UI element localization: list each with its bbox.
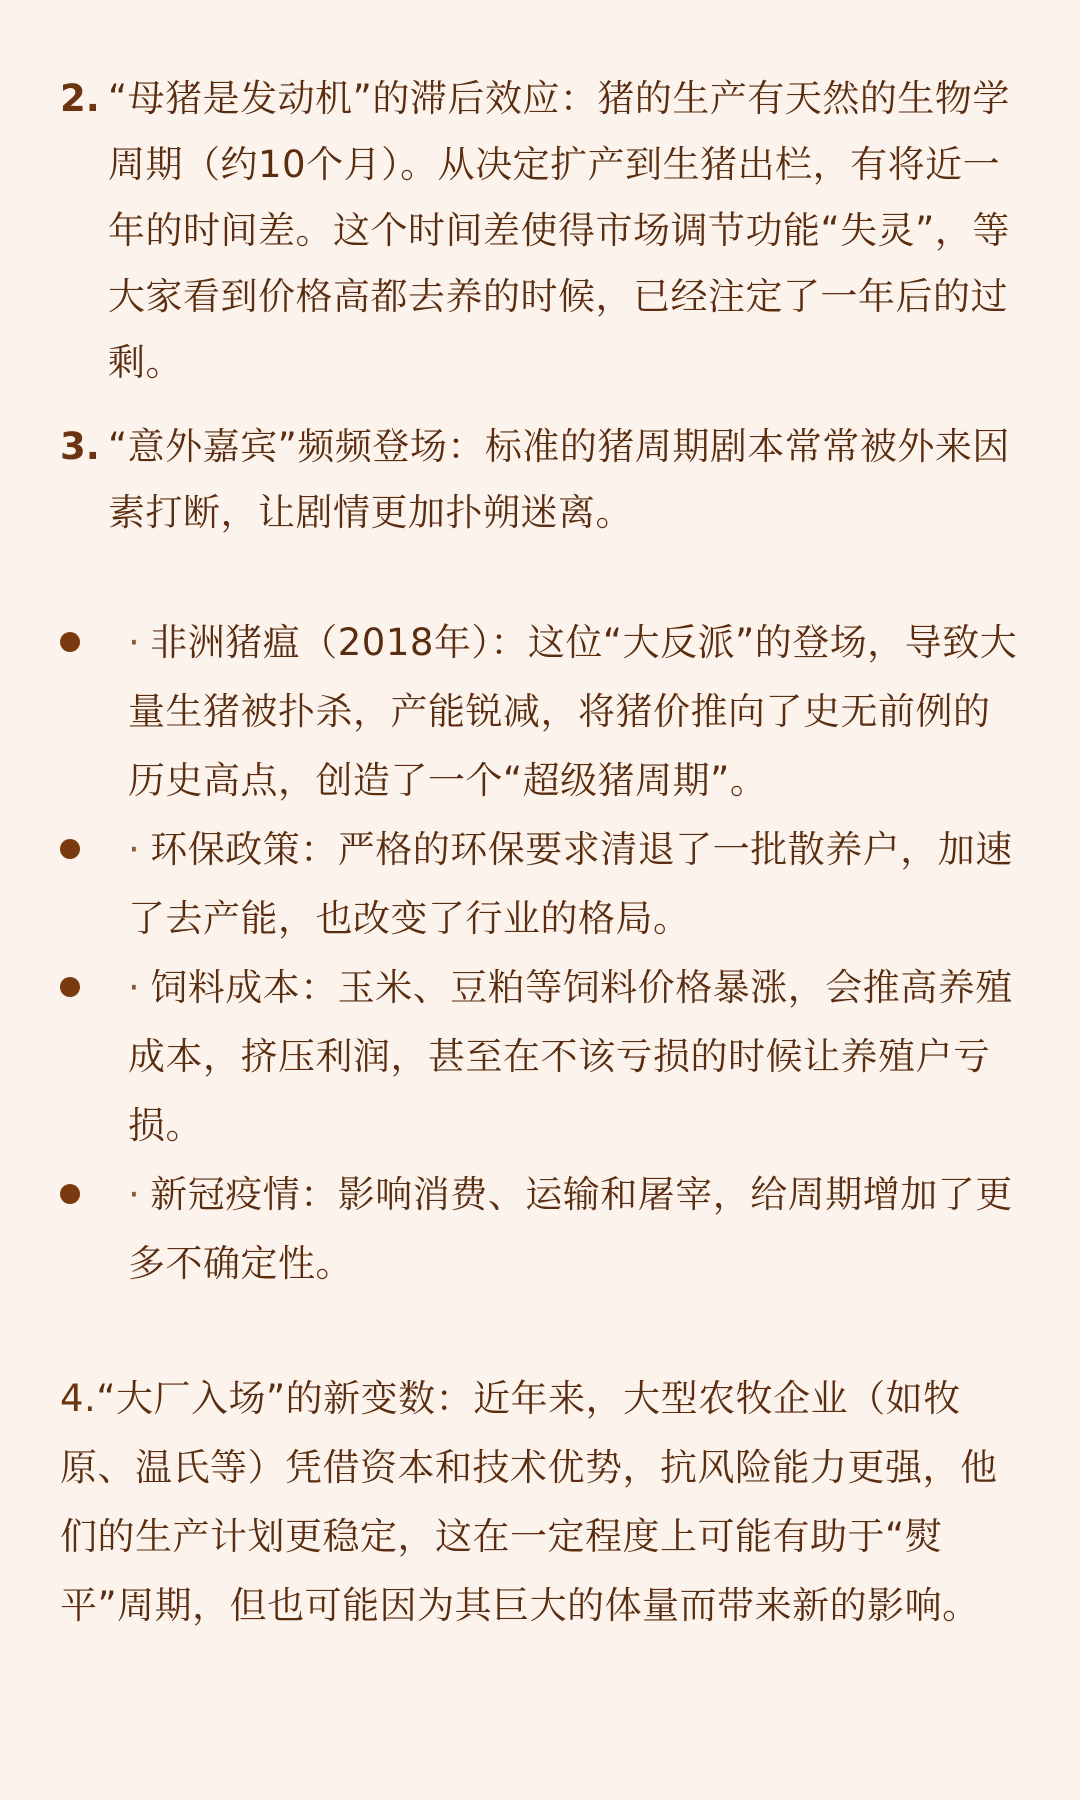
bullet-dot-icon [60, 815, 128, 953]
middle-dot: · [128, 1173, 141, 1216]
paragraph-text: “大厂入场”的新变数：近年来，大型农牧企业（如牧原、温氏等）凭借资本和技术优势，抗风险能力更强，他们的生产计划更稳定，这在一定程度上可能有助于“熨平”周期，但也可能因为其巨大的体量而带来新的影响。 [60, 1377, 998, 1627]
bullet-text [128, 815, 1020, 953]
bullet-dot-icon [60, 1160, 128, 1298]
paragraph-number: 4. [60, 1377, 97, 1420]
bullet-text [128, 1160, 1020, 1298]
bullet-body: 新冠疫情：影响消费、运输和屠宰，给周期增加了更多不确定性。 [128, 1173, 1013, 1285]
paragraph-4 [60, 1364, 1020, 1640]
numbered-item-3 [60, 414, 1020, 546]
middle-dot: · [128, 621, 141, 664]
bullet-item-environmental-policy [60, 815, 1020, 953]
bullet-body: 环保政策：严格的环保要求清退了一批散养户，加速了去产能，也改变了行业的格局。 [128, 828, 1013, 940]
middle-dot: · [128, 828, 141, 871]
numbered-item-2 [60, 66, 1020, 396]
bullet-text [128, 608, 1020, 815]
bullet-item-covid [60, 1160, 1020, 1298]
item-number: 3. [60, 425, 100, 468]
bullet-body: 饲料成本：玉米、豆粕等饲料价格暴涨，会推高养殖成本，挤压利润，甚至在不该亏损的时候让养殖户亏损。 [128, 966, 1013, 1147]
bullet-text [128, 953, 1020, 1160]
bullet-dot-icon [60, 953, 128, 1160]
bullet-item-feed-cost [60, 953, 1020, 1160]
bullet-list [60, 608, 1020, 1298]
bullet-body: 非洲猪瘟（2018年）：这位“大反派”的登场，导致大量生猪被扑杀，产能锐减，将猪价推向了史无前例的历史高点，创造了一个“超级猪周期”。 [128, 621, 1018, 802]
item-number: 2. [60, 77, 100, 120]
middle-dot: · [128, 966, 141, 1009]
item-text: “母猪是发动机”的滞后效应：猪的生产有天然的生物学周期（约10个月）。从决定扩产到生猪出栏，有将近一年的时间差。这个时间差使得市场调节功能“失灵”，等大家看到价格高都去养的时候，已经注定了一年后的过剩。 [108, 77, 1010, 384]
item-text: “意外嘉宾”频频登场：标准的猪周期剧本常常被外来因素打断，让剧情更加扑朔迷离。 [108, 425, 1010, 534]
bullet-dot-icon [60, 608, 128, 815]
bullet-item-african-swine-fever [60, 608, 1020, 815]
